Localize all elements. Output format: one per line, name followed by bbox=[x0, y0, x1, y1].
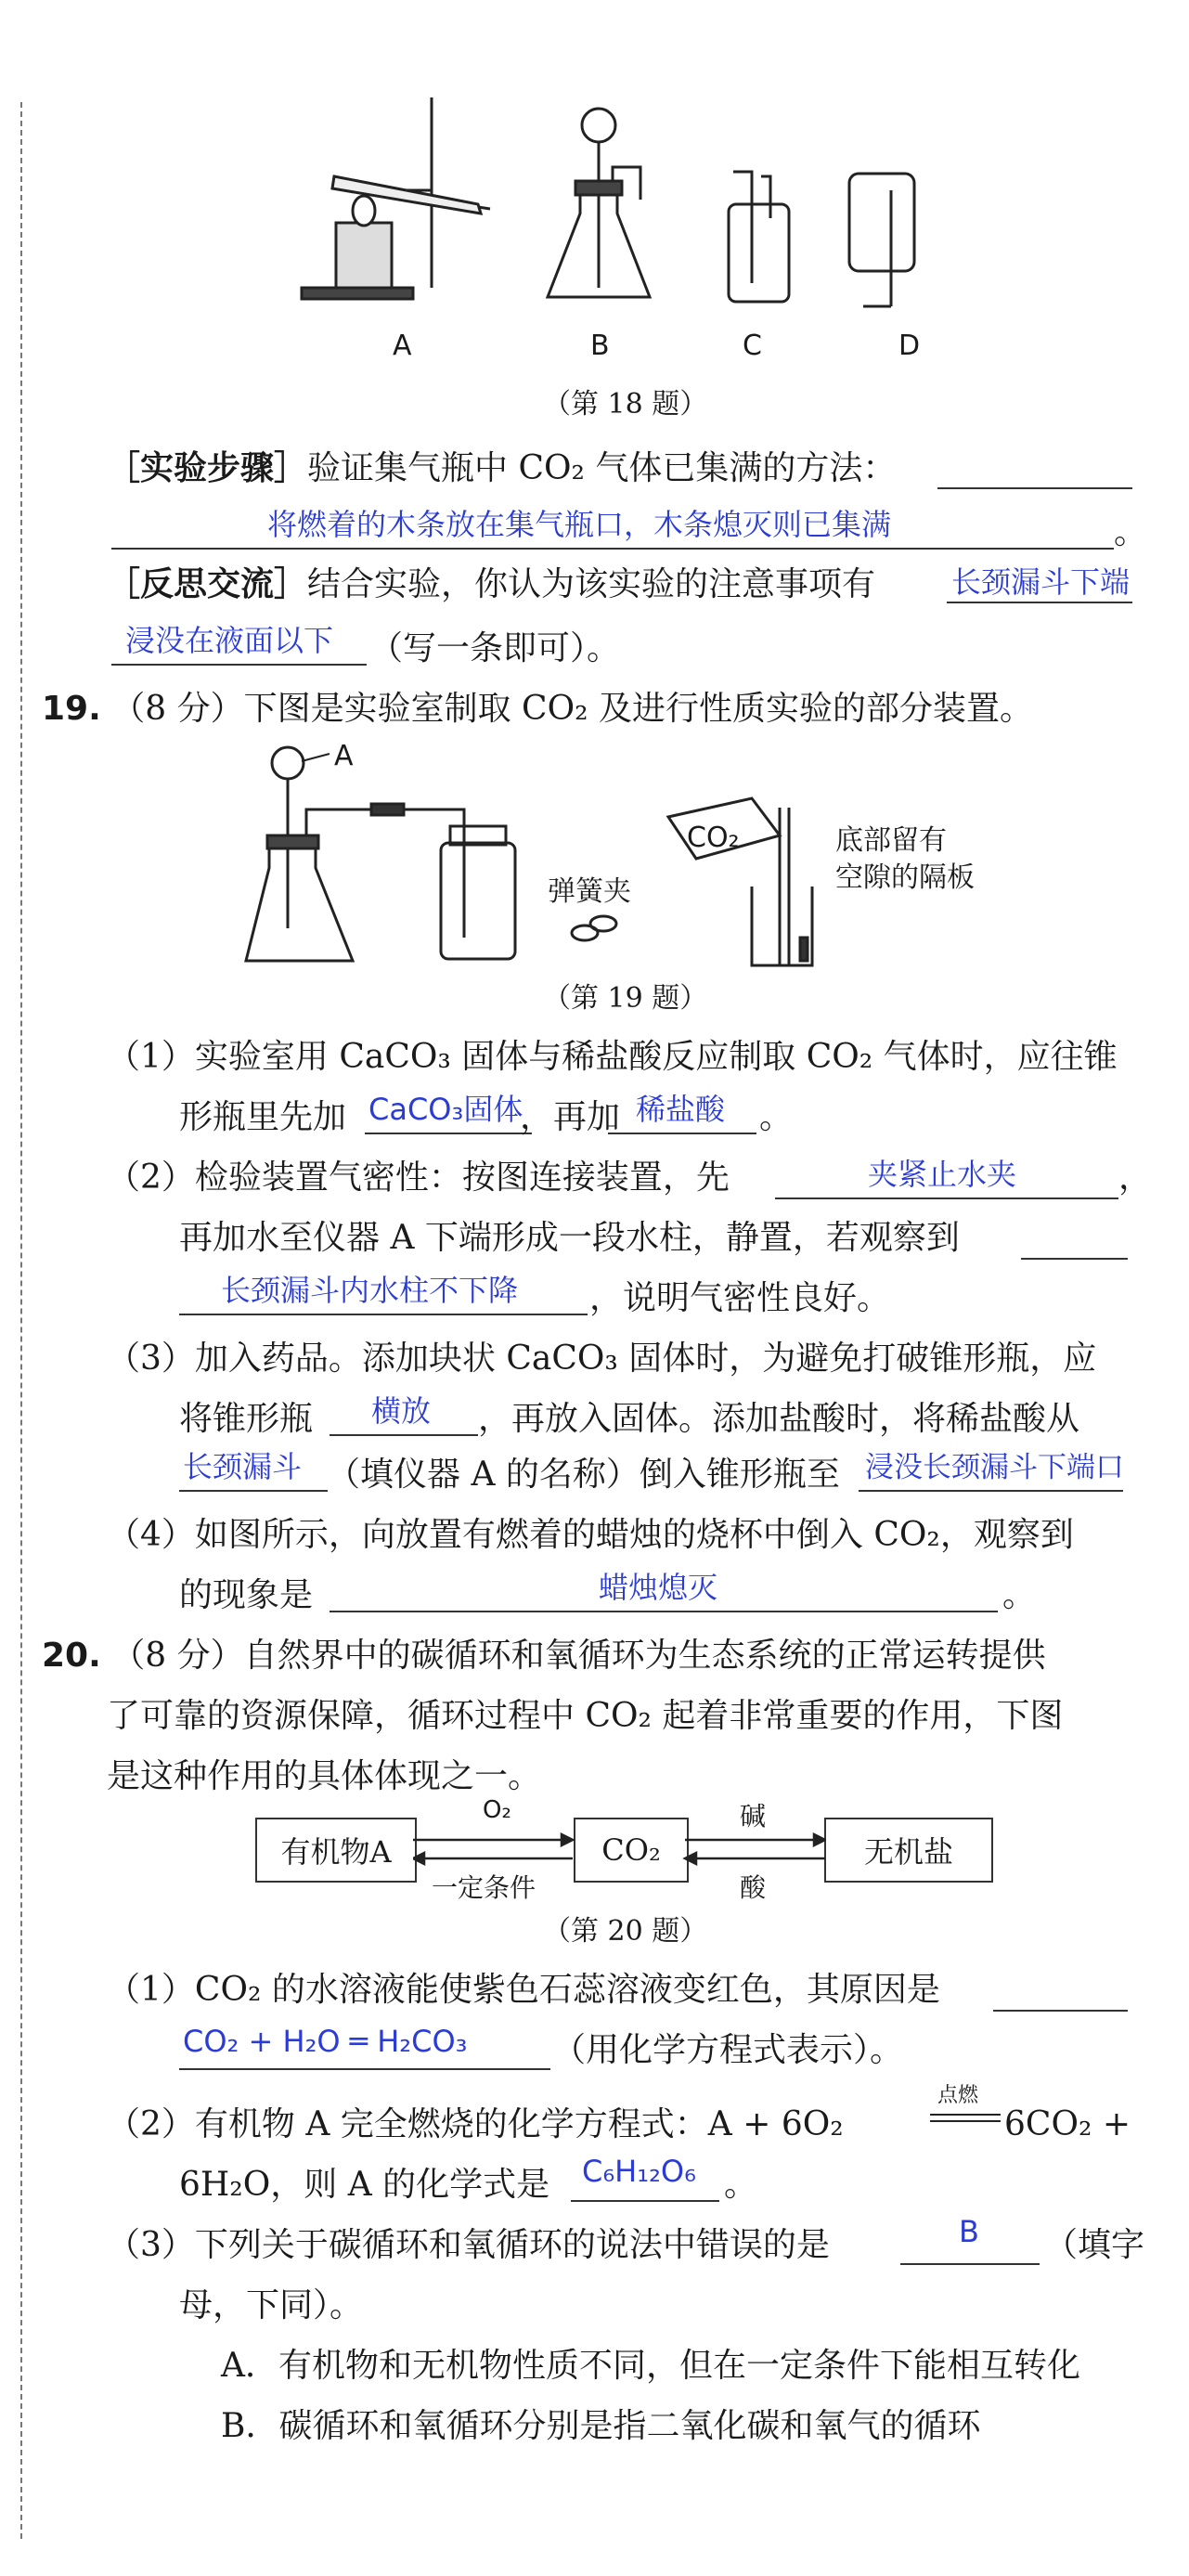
q20-p3-answer: B bbox=[959, 2214, 979, 2249]
q20-p2-line1b: 6CO₂ + bbox=[1004, 2105, 1131, 2143]
q20-stem-1: 20. （8 分）自然界中的碳循环和氧循环为生态系统的正常运转提供 bbox=[42, 1637, 1046, 1675]
q19-p4-line1: （4）如图所示，向放置有燃着的蜡烛的烧杯中倒入 CO₂，观察到 bbox=[107, 1516, 1074, 1554]
q19-p3-answer-1: 横放 bbox=[371, 1393, 432, 1429]
q19-p2-line3b: ，说明气密性良好。 bbox=[589, 1279, 891, 1317]
fig18-label-c: C bbox=[743, 330, 762, 362]
q19-stem: 19. （8 分）下图是实验室制取 CO₂ 及进行性质实验的部分装置。 bbox=[42, 690, 1033, 728]
q20-p1-blank[interactable] bbox=[179, 2068, 550, 2070]
q19-p4-answer: 蜡烛熄灭 bbox=[599, 1570, 718, 1605]
q20-stem-3: 是这种作用的具体体现之一。 bbox=[107, 1757, 542, 1795]
cycle-box-co2: CO₂ bbox=[574, 1818, 689, 1883]
q19-p4-end: 。 bbox=[1002, 1576, 1037, 1614]
arrow-label-base: 碱 bbox=[740, 1801, 767, 1832]
q19-p3-line2a: 将锥形瓶 bbox=[179, 1400, 314, 1438]
arrow-label-o2: O₂ bbox=[483, 1796, 511, 1824]
q18-step-answer: 将燃着的木条放在集气瓶口，木条熄灭则已集满 bbox=[267, 507, 892, 542]
q20-p1-line1: （1）CO₂ 的水溶液能使紫色石蕊溶液变红色，其原因是 bbox=[107, 1971, 940, 2009]
cycle-arrows bbox=[413, 1829, 826, 1871]
q19-p2-line1a: （2）检验装置气密性：按图连接装置，先 bbox=[107, 1159, 730, 1197]
q20-option-a: A．有机物和无机物性质不同，但在一定条件下能相互转化 bbox=[221, 2347, 1080, 2385]
q19-p1-answer-2: 稀盐酸 bbox=[636, 1092, 726, 1127]
q20-p2-line2a: 6H₂O，则 A 的化学式是 bbox=[179, 2166, 550, 2204]
q18-reflect-line: ［反思交流］结合实验，你认为该实验的注意事项有 bbox=[107, 564, 876, 603]
q20-p1-blank-a[interactable] bbox=[993, 2010, 1128, 2012]
arrow-label-condition: 一定条件 bbox=[432, 1872, 536, 1903]
q18-reflect-blank[interactable] bbox=[947, 602, 1132, 603]
q20-option-b: B．碳循环和氧循环分别是指二氧化碳和氧气的循环 bbox=[221, 2407, 981, 2445]
q19-p1-answer-1: CaCO₃固体 bbox=[368, 1092, 523, 1127]
figure-18-apparatus bbox=[278, 88, 965, 330]
arrow-label-acid: 酸 bbox=[740, 1872, 767, 1903]
q20-p3-line1a: （3）下列关于碳循环和氧循环的说法中错误的是 bbox=[107, 2226, 830, 2264]
q19-p3-blank-1[interactable] bbox=[330, 1434, 478, 1436]
fig18-caption: （第 18 题） bbox=[543, 388, 708, 421]
q19-p1-line2b: ，再加 bbox=[520, 1098, 621, 1136]
q19-p1-end: 。 bbox=[759, 1098, 794, 1136]
q20-p1-answer: CO₂ + H₂O ═ H₂CO₃ bbox=[183, 2024, 468, 2059]
fig19-label-a: A bbox=[334, 740, 354, 772]
q19-p1-blank-1[interactable] bbox=[365, 1133, 532, 1134]
q18-step-label: ［实验步骤］验证集气瓶中 CO₂ 气体已集满的方法： bbox=[107, 448, 897, 487]
fig19-label-co2: CO₂ bbox=[687, 822, 740, 854]
fig19-label-clip: 弹簧夹 bbox=[548, 875, 631, 908]
q18-reflect-end: （写一条即可）。 bbox=[369, 629, 621, 667]
q20-p2-condition: 点燃 bbox=[937, 2084, 979, 2107]
fig20-caption: （第 20 题） bbox=[543, 1915, 708, 1948]
q18-step-blank-2[interactable] bbox=[111, 548, 1114, 550]
fig19-label-board-1: 底部留有 bbox=[835, 824, 947, 857]
q19-p2-line1b: ， bbox=[1118, 1159, 1153, 1197]
apparatus-d bbox=[849, 174, 914, 306]
q19-p3-blank-3[interactable] bbox=[859, 1490, 1123, 1492]
q19-p2-blank-2[interactable] bbox=[179, 1314, 588, 1315]
q19-p1-line2a: 形瓶里先加 bbox=[179, 1098, 347, 1136]
fig18-label-b: B bbox=[590, 330, 610, 362]
q20-p2-answer: C₆H₁₂O₆ bbox=[582, 2154, 696, 2189]
q19-p2-blank-2a[interactable] bbox=[1021, 1258, 1128, 1260]
apparatus-c bbox=[729, 172, 789, 302]
q20-p3-line2: 母，下同）。 bbox=[179, 2286, 364, 2324]
fig19-label-board-2: 空隙的隔板 bbox=[835, 861, 975, 894]
q19-p3-line3a: （填仪器 A 的名称）倒入锥形瓶至 bbox=[327, 1456, 840, 1494]
q19-p1-blank-2[interactable] bbox=[608, 1133, 756, 1134]
fig19-caption: （第 19 题） bbox=[543, 982, 708, 1015]
fig18-label-d: D bbox=[898, 330, 921, 362]
q20-stem-2: 了可靠的资源保障，循环过程中 CO₂ 起着非常重要的作用，下图 bbox=[107, 1697, 1064, 1735]
q19-p4-blank[interactable] bbox=[330, 1611, 998, 1612]
q19-p3-answer-2: 长颈漏斗 bbox=[183, 1449, 303, 1484]
fig18-label-a: A bbox=[393, 330, 412, 362]
q19-p2-answer-2: 长颈漏斗内水柱不下降 bbox=[221, 1273, 519, 1308]
q20-p3-blank[interactable] bbox=[900, 2263, 1040, 2265]
q18-reflect-blank-2[interactable] bbox=[111, 664, 367, 666]
q19-p2-blank-1[interactable] bbox=[775, 1197, 1118, 1199]
q20-p2-equal-sign bbox=[928, 2112, 1002, 2125]
apparatus-b bbox=[548, 109, 650, 297]
q20-p3-line1b: （填字 bbox=[1044, 2226, 1145, 2264]
q19-p2-line2: 再加水至仪器 A 下端形成一段水柱，静置，若观察到 bbox=[179, 1219, 960, 1257]
q19-p3-line2b: ，再放入固体。添加盐酸时，将稀盐酸从 bbox=[478, 1400, 1080, 1438]
q20-p2-line1: （2）有机物 A 完全燃烧的化学方程式：A + 6O₂ bbox=[107, 2105, 844, 2143]
q20-p2-blank[interactable] bbox=[571, 2200, 719, 2202]
cycle-box-organic: 有机物A bbox=[255, 1818, 417, 1883]
q20-p2-end: 。 bbox=[724, 2166, 758, 2204]
q19-p1-line1: （1）实验室用 CaCO₃ 固体与稀盐酸反应制取 CO₂ 气体时，应往锥 bbox=[107, 1038, 1118, 1076]
q19-p4-line2a: 的现象是 bbox=[179, 1576, 314, 1614]
q19-p3-blank-2[interactable] bbox=[179, 1490, 328, 1492]
q18-reflect-answer-1: 长颈漏斗下端 bbox=[951, 564, 1131, 600]
q18-step-blank[interactable] bbox=[937, 487, 1132, 489]
q18-reflect-answer-2: 浸没在液面以下 bbox=[125, 623, 334, 658]
cycle-box-inorganic: 无机盐 bbox=[824, 1818, 993, 1883]
q19-p3-answer-3: 浸没长颈漏斗下端口 bbox=[865, 1451, 1124, 1484]
apparatus-a bbox=[302, 97, 490, 299]
q20-p1-line2b: （用化学方程式表示）。 bbox=[552, 2031, 904, 2069]
q19-p3-line1: （3）加入药品。添加块状 CaCO₃ 固体时，为避免打破锥形瓶，应 bbox=[107, 1340, 1097, 1378]
margin-dashed-line bbox=[20, 102, 22, 2539]
q18-step-end: 。 bbox=[1114, 513, 1148, 551]
q19-p2-answer-1: 夹紧止水夹 bbox=[868, 1157, 1017, 1192]
